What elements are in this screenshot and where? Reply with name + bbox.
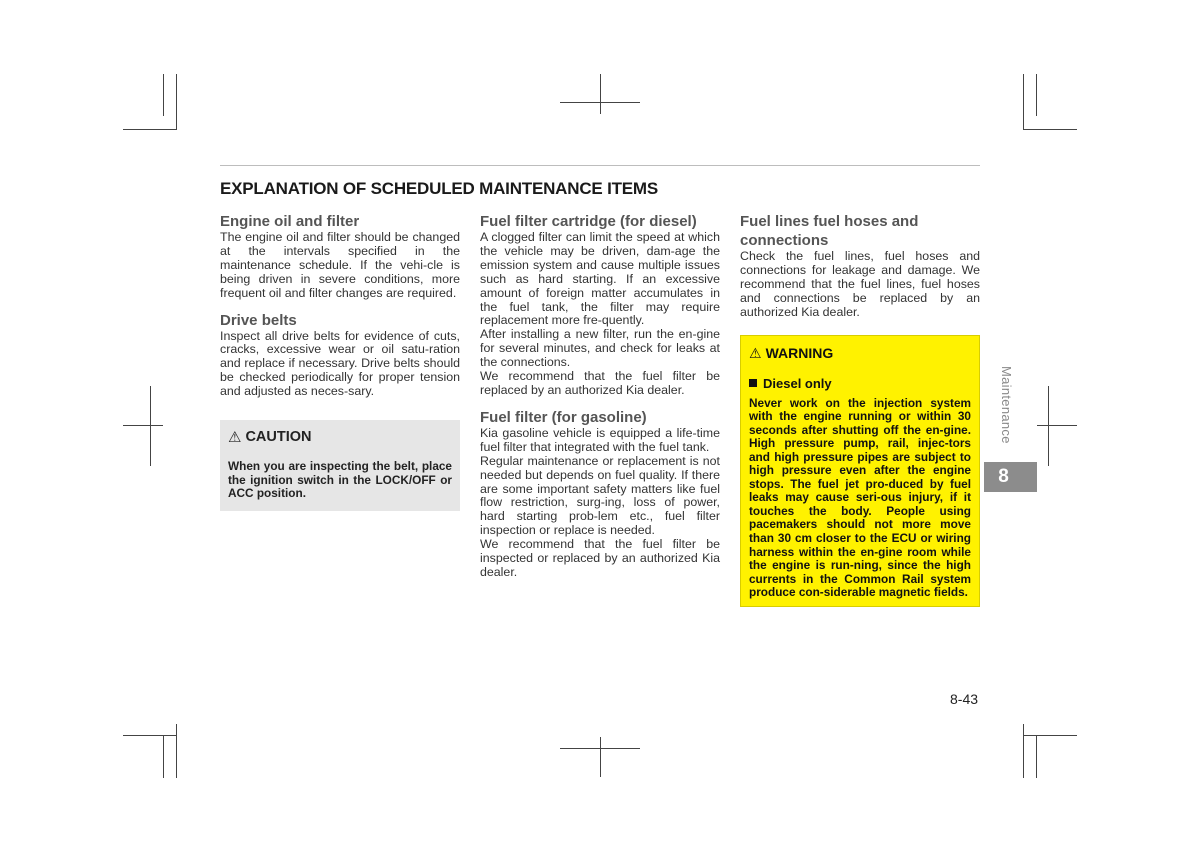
caution-text: When you are inspecting the belt, place the ignition switch in the LOCK/OFF or ACC position. xyxy=(228,459,452,501)
registration-mark xyxy=(600,737,601,777)
fuel-filter-gasoline-text-2: Regular maintenance or replacement is not needed but depends on fuel quality. If there are some important safety matters like fuel flow restriction, surg-ing, loss of power, hard starting prob-lem etc., fuel filter inspection or replace is needed. xyxy=(480,453,720,538)
warning-header xyxy=(749,345,971,362)
warning-sub-label: Diesel only xyxy=(763,375,832,391)
section-heading-fuel-filter-diesel: Fuel filter cartridge (for diesel) xyxy=(480,213,697,230)
fuel-filter-diesel-text-2: After installing a new filter, run the en-gine for several minutes, and check for leaks at the connections. xyxy=(480,327,720,370)
page-title: EXPLANATION OF SCHEDULED MAINTENANCE ITEMS xyxy=(220,179,659,198)
crop-mark xyxy=(1023,735,1077,736)
crop-mark xyxy=(123,735,177,736)
fuel-filter-gasoline-text-3: We recommend that the fuel filter be inspected or replaced by an authorized Kia dealer. xyxy=(480,537,720,579)
warning-text: Never work on the injection system with the engine running or within 30 seconds after shutting off the en-gine. High pressure pump, rail, injec-tors and high pressure pipes are subject to high pressure even after the engine stops. The fuel jet pro-duced by fuel leaks may cause seri-ous injury, if it touches the body. People using pacemakers should not more move than 30 cm closer to the ECU or wiring harness within the en-gine room while the engine is run-ning, since the high currents in the Common Rail system produce con-siderable magnetic fields. xyxy=(749,395,971,600)
column-right xyxy=(740,212,980,607)
registration-mark xyxy=(600,74,601,114)
crop-mark xyxy=(1023,724,1024,778)
warning-triangle-icon: ⚠ xyxy=(228,429,242,447)
header-rule xyxy=(220,165,980,166)
caution-label: CAUTION xyxy=(245,429,312,446)
registration-mark xyxy=(1048,386,1049,466)
section-heading-fuel-filter-gasoline: Fuel filter (for gasoline) xyxy=(480,408,647,426)
warning-triangle-icon: ⚠ xyxy=(749,344,762,361)
section-heading-drive-belts: Drive belts xyxy=(220,311,297,329)
crop-mark xyxy=(163,74,164,116)
warning-subheading xyxy=(749,376,971,391)
caution-box xyxy=(220,420,460,511)
registration-mark xyxy=(1037,425,1077,426)
fuel-filter-gasoline-text-1: Kia gasoline vehicle is equipped a life-time fuel filter that integrated with the fuel tank. xyxy=(480,425,720,454)
caution-header xyxy=(228,428,452,446)
chapter-tab-number: 8 xyxy=(984,462,1037,492)
chapter-tab-label: Maintenance xyxy=(999,366,1014,444)
warning-label: WARNING xyxy=(765,345,834,362)
warning-box xyxy=(740,335,980,607)
fuel-lines-text: Check the fuel lines, fuel hoses and connections for leakage and damage. We recommend that the fuel lines, fuel hoses and connections be replaced by an authorized Kia dealer. xyxy=(740,249,980,319)
crop-mark xyxy=(176,724,177,778)
fuel-filter-diesel-text-3: We recommend that the fuel filter be replaced by an authorized Kia dealer. xyxy=(480,369,720,397)
column-middle xyxy=(480,212,720,580)
bullet-square-icon xyxy=(749,379,757,387)
drive-belts-text: Inspect all drive belts for evidence of cuts, cracks, excessive wear or oil satu-ration and replace if necessary. Drive belts should be checked periodically for proper tension and adjusted as neces-sary. xyxy=(220,328,460,399)
section-heading-fuel-lines: Fuel lines fuel hoses and connections xyxy=(740,213,919,249)
crop-mark xyxy=(1023,129,1077,130)
crop-mark xyxy=(1036,74,1037,116)
registration-mark xyxy=(150,386,151,466)
crop-mark xyxy=(123,129,177,130)
crop-mark xyxy=(1036,735,1037,778)
crop-mark xyxy=(1023,74,1024,130)
page-number: 8-43 xyxy=(950,691,979,707)
fuel-filter-diesel-text-1: A clogged filter can limit the speed at which the vehicle may be driven, dam-age the emission system and cause multiple issues such as hard starting. If an excessive amount of foreign matter accumulates in the fuel tank, the filter may require replacement more fre-quently. xyxy=(480,230,720,328)
engine-oil-text: The engine oil and filter should be changed at the intervals specified in the maintenance schedule. If the vehi-cle is being driven in severe conditions, more frequent oil and filter changes are required. xyxy=(220,230,460,300)
column-left xyxy=(220,212,460,511)
crop-mark xyxy=(176,74,177,130)
registration-mark xyxy=(123,425,163,426)
crop-mark xyxy=(163,735,164,778)
section-heading-engine-oil: Engine oil and filter xyxy=(220,213,360,230)
